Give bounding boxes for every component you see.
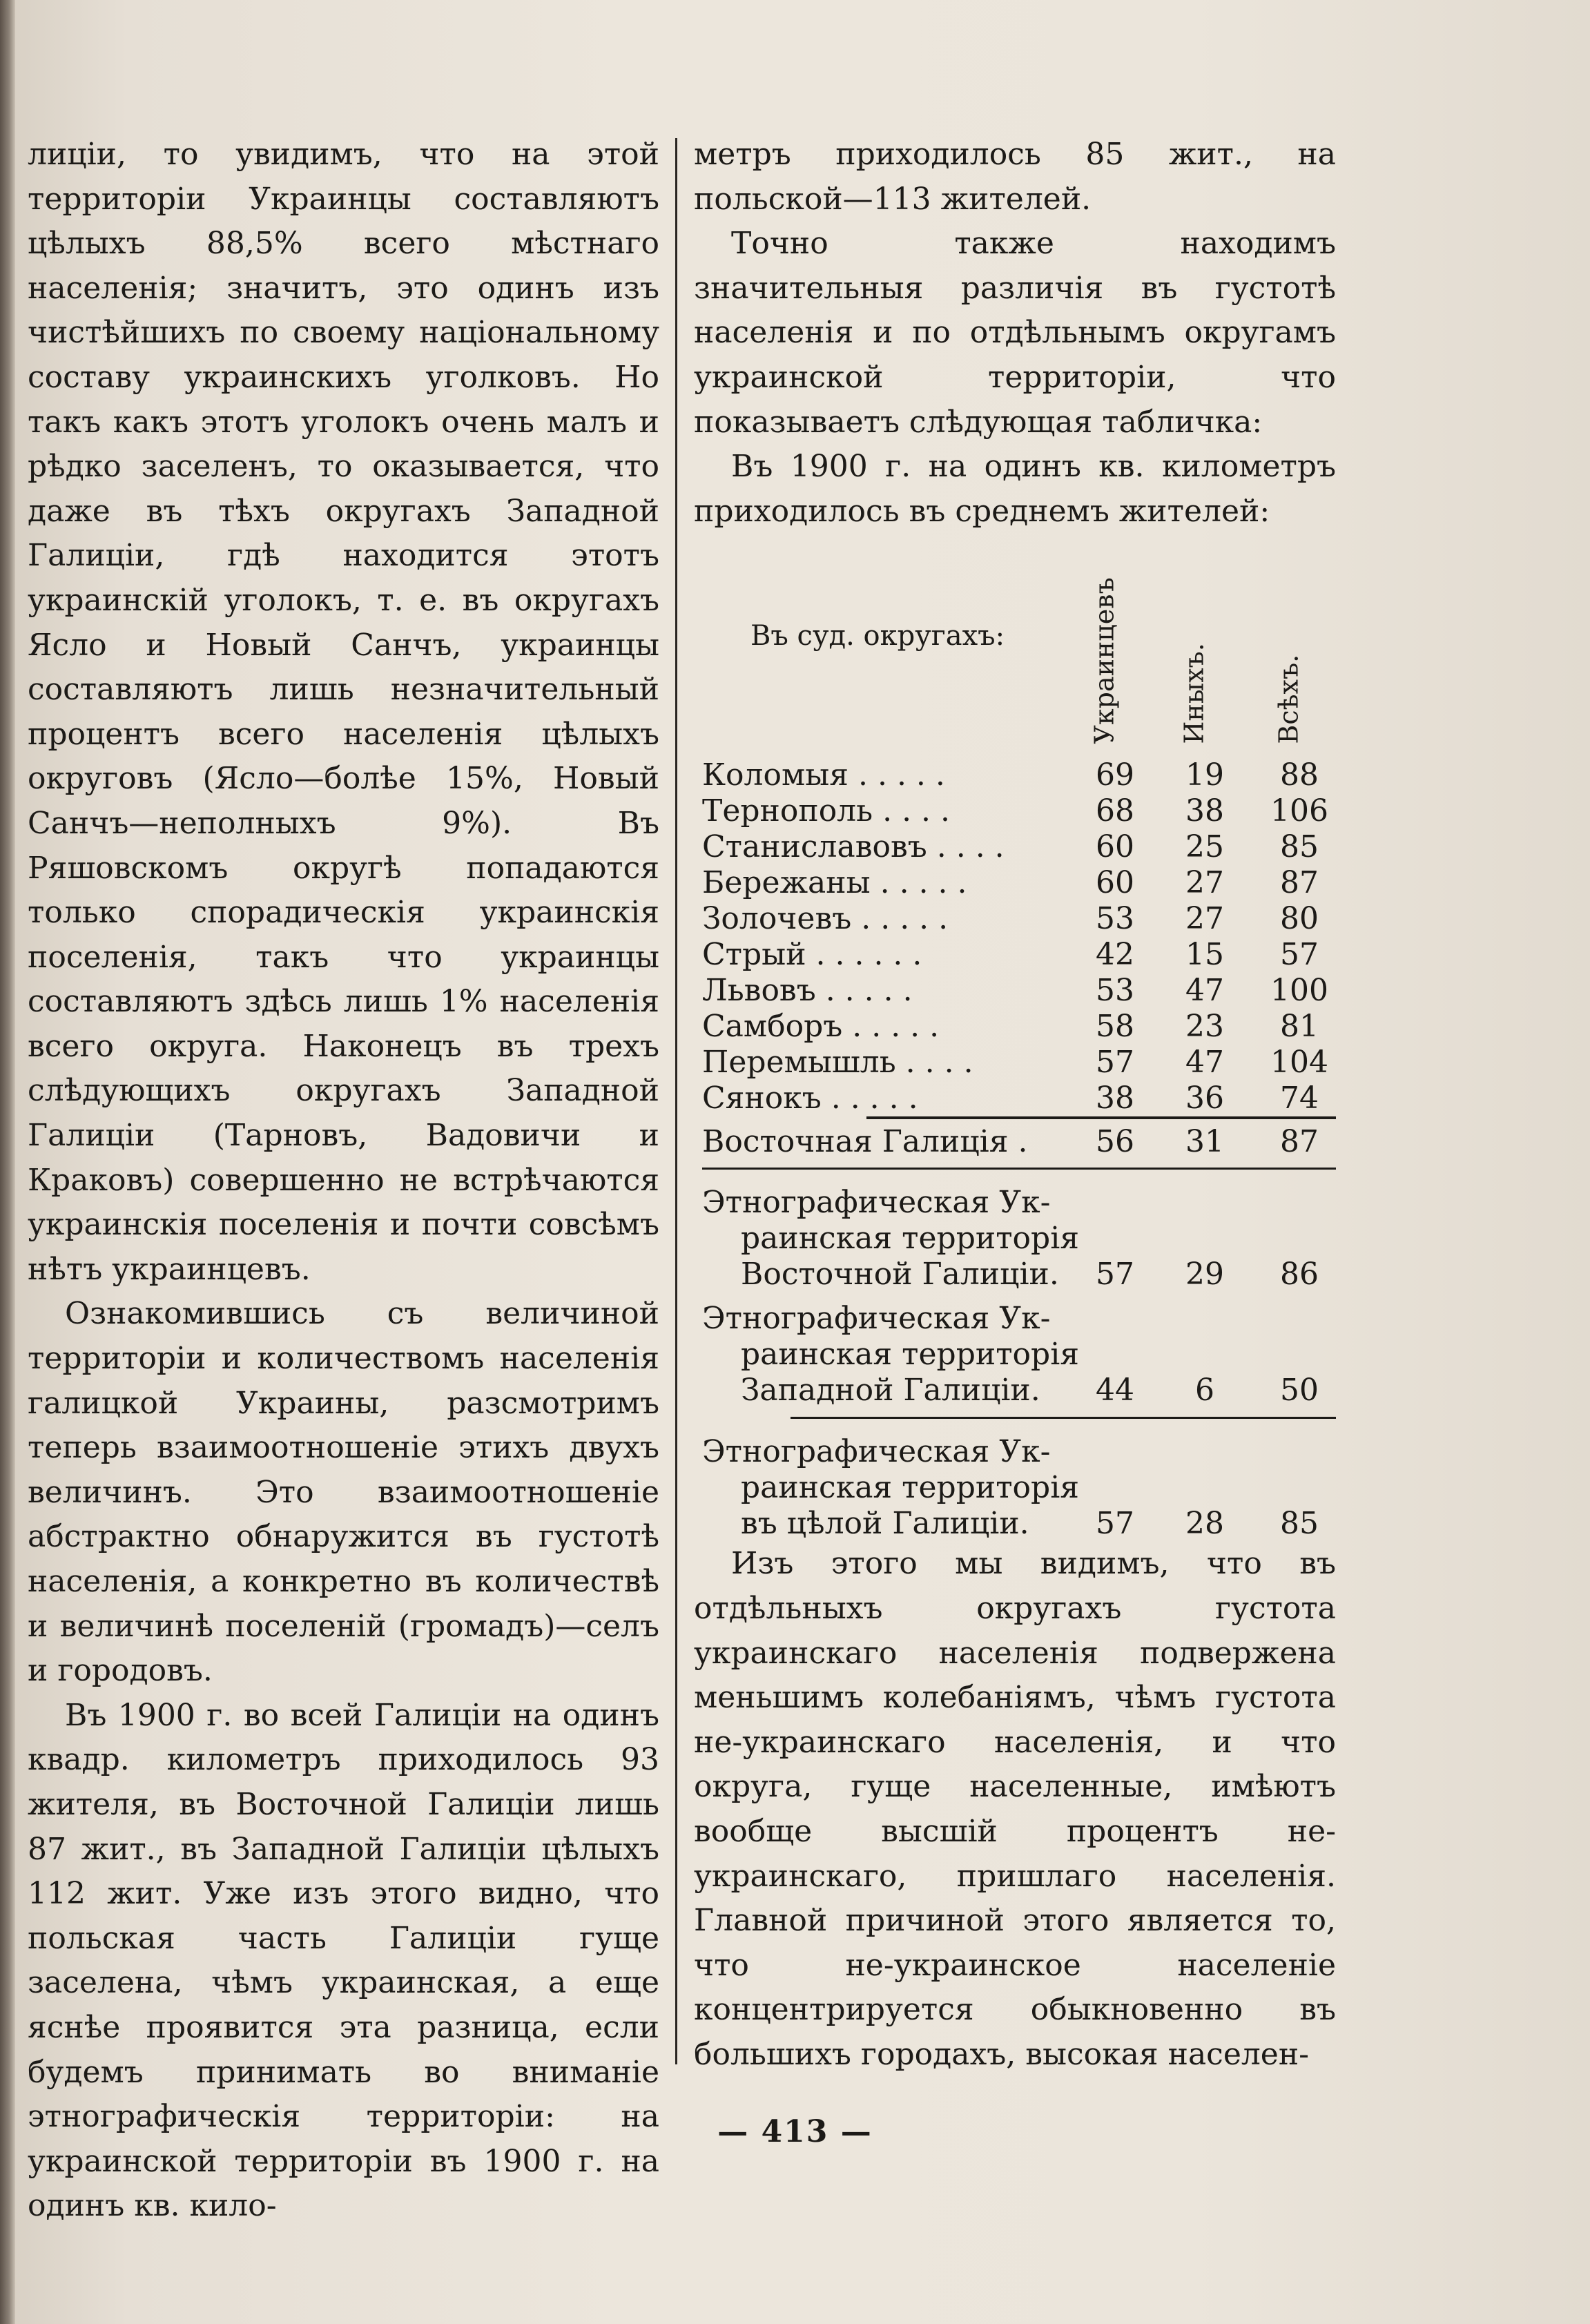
cell-others: 29 [1185, 1257, 1224, 1292]
cell-ukrainians: 60 [1096, 829, 1134, 865]
district-name: Тернополь . . . . [702, 793, 950, 829]
cell-ukrainians: 57 [1096, 1506, 1134, 1542]
district-name: Самборъ . . . . . [702, 1009, 940, 1045]
district-name: Перемышль . . . . [702, 1045, 973, 1081]
table-row [694, 793, 1336, 829]
table-row [694, 1009, 1336, 1045]
table-rule [702, 1168, 1336, 1170]
page-binding-edge [0, 0, 15, 2324]
block-label: Этнографическая Ук- раинская территорія Восточной Галиціи. [702, 1185, 1080, 1292]
cell-others: 47 [1185, 973, 1224, 1009]
table-row [694, 757, 1336, 793]
col-header-total: Всѣхъ. [1273, 654, 1304, 744]
cell-total: 50 [1280, 1373, 1319, 1408]
district-name: Сянокъ . . . . . [702, 1081, 918, 1116]
cell-others: 27 [1185, 901, 1224, 937]
paragraph: лиціи, то увидимъ, что на этой территоріи Украинцы составляютъ цѣлыхъ 88,5% всего мѣстнаго населенія; значитъ, это одинъ изъ чистѣйшихъ по своему національному составу украинскихъ уголковъ. Но такъ какъ этотъ уголокъ очень малъ и рѣдко заселенъ, то оказывается, что даже въ тѣхъ округахъ Западной Галиціи, гдѣ находится этотъ украинскій уголокъ, т. е. въ округахъ Ясло и Новый Санчъ, украинцы составляютъ лишь незначительный процентъ всего населенія цѣлыхъ округовъ (Ясло—болѣе 15%, Новый Санчъ—неполныхъ 9%). Въ Ряшовскомъ округѣ попадаются только спорадическія украинскія поселенія, такъ что украинцы составляютъ здѣсь лишь 1% населенія всего округа. Наконецъ въ трехъ слѣдующихъ округахъ Западной Галиціи (Тарновъ, Вадовичи и Краковъ) совершенно не встрѣчаются украинскія поселенія и почти совсѣмъ нѣтъ украинцевъ. [28, 137, 659, 1287]
cell-total: 104 [1270, 1045, 1328, 1081]
cell-total: 80 [1280, 901, 1319, 937]
cell-ukrainians: 56 [1096, 1124, 1134, 1160]
cell-others: 6 [1195, 1373, 1214, 1408]
cell-ukrainians: 58 [1096, 1009, 1134, 1045]
paragraph: метръ приходилось 85 жит., на польской—113 жителей. [694, 137, 1336, 217]
cell-total: 85 [1280, 1506, 1319, 1542]
col-header-ukrainians: Украинцевъ [1089, 577, 1120, 744]
cell-ukrainians: 53 [1096, 973, 1134, 1009]
density-table [694, 757, 1336, 1542]
cell-ukrainians: 44 [1096, 1373, 1134, 1408]
district-name: Бережаны . . . . . [702, 865, 967, 901]
cell-total: 57 [1280, 937, 1319, 973]
table-row [694, 1045, 1336, 1081]
paragraph: Изъ этого мы видимъ, что въ отдѣльныхъ округахъ густота украинскаго населенія подвержена меньшимъ колебаніямъ, чѣмъ густота не-украинскаго населенія, и что округа, гуще населенные, имѣютъ вообще высшій процентъ не-украинскаго, пришлаго населенія. Главной причиной этого является то, что не-украинское населеніе концентрируется обыкновенно въ большихъ городахъ, высокая населен- [694, 1546, 1336, 2072]
cell-total: 81 [1280, 1009, 1319, 1045]
cell-total: 87 [1280, 865, 1319, 901]
table-row [694, 829, 1336, 865]
paragraph: Ознакомившись съ величиной территоріи и количествомъ населенія галицкой Украины, разсмотримъ теперь взаимоотношеніе этихъ двухъ величинъ. Это взаимоотношеніе абстрактно обнаружится въ густотѣ населенія, а конкретно въ количествѣ и величинѣ поселеній (громадъ)—селъ и городовъ. [28, 1296, 659, 1689]
cell-others: 31 [1185, 1124, 1224, 1160]
table-rule [791, 1417, 1336, 1419]
paragraph: Точно также находимъ значительныя различія въ густотѣ населенія и по отдѣльнымъ округамъ украинской территоріи, что показываетъ слѣдующая табличка: [694, 226, 1336, 440]
table-row [694, 865, 1336, 901]
cell-others: 36 [1185, 1081, 1224, 1116]
cell-ukrainians: 38 [1096, 1081, 1134, 1116]
cell-total: 88 [1280, 757, 1319, 793]
district-name: Станиславовъ . . . . [702, 829, 1005, 865]
page-number: — 413 — [717, 2114, 873, 2149]
left-column [28, 133, 659, 2229]
cell-others: 15 [1185, 937, 1224, 973]
district-name: Золочевъ . . . . . [702, 901, 949, 937]
cell-total: 74 [1280, 1081, 1319, 1116]
right-column [694, 133, 1336, 2077]
cell-others: 27 [1185, 865, 1224, 901]
cell-ukrainians: 57 [1096, 1045, 1134, 1081]
table-row [694, 973, 1336, 1009]
district-column-header: Въ суд. округахъ: [750, 620, 1005, 652]
cell-ukrainians: 60 [1096, 865, 1134, 901]
table-summary-block [694, 1434, 1336, 1542]
cell-ukrainians: 57 [1096, 1257, 1134, 1292]
paragraph: Въ 1900 г. на одинъ кв. километръ приходилось въ среднемъ жителей: [694, 449, 1336, 529]
district-name: Восточная Галиція . [702, 1124, 1028, 1160]
cell-others: 28 [1185, 1506, 1224, 1542]
district-name: Львовъ . . . . . [702, 973, 913, 1009]
table-row [694, 937, 1336, 973]
block-label: Этнографическая Ук- раинская территорія въ цѣлой Галиціи. [702, 1434, 1080, 1542]
cell-others: 25 [1185, 829, 1224, 865]
cell-total: 86 [1280, 1257, 1319, 1292]
cell-ukrainians: 53 [1096, 901, 1134, 937]
cell-total: 106 [1270, 793, 1328, 829]
cell-others: 19 [1185, 757, 1224, 793]
table-sum-row [694, 1119, 1336, 1168]
block-label: Этнографическая Ук- раинская территорія Западной Галиціи. [702, 1301, 1080, 1408]
cell-ukrainians: 68 [1096, 793, 1134, 829]
cell-total: 87 [1280, 1124, 1319, 1160]
district-name: Стрый . . . . . . [702, 937, 922, 973]
cell-ukrainians: 69 [1096, 757, 1134, 793]
cell-others: 38 [1185, 793, 1224, 829]
cell-ukrainians: 42 [1096, 937, 1134, 973]
table-row [694, 1081, 1336, 1116]
district-name: Коломыя . . . . . [702, 757, 945, 793]
column-divider [675, 138, 677, 2064]
cell-others: 47 [1185, 1045, 1224, 1081]
paragraph: Въ 1900 г. во всей Галиціи на одинъ квадр. километръ приходилось 93 жителя, въ Восточной Галиціи лишь 87 жит., въ Западной Галиціи цѣлыхъ 112 жит. Уже изъ этого видно, что польская часть Галиціи гуще заселена, чѣмъ украинская, а еще яснѣе проявится эта разница, если будемъ принимать во вниманіе этнографическія территоріи: на украинской территоріи въ 1900 г. на одинъ кв. кило- [28, 1697, 659, 2224]
table-header [694, 536, 1336, 757]
cell-others: 23 [1185, 1009, 1224, 1045]
table-summary-block [694, 1301, 1336, 1408]
cell-total: 100 [1270, 973, 1328, 1009]
table-summary-block [694, 1185, 1336, 1292]
col-header-others: Иныхъ. [1179, 642, 1210, 744]
table-row [694, 901, 1336, 937]
cell-total: 85 [1280, 829, 1319, 865]
